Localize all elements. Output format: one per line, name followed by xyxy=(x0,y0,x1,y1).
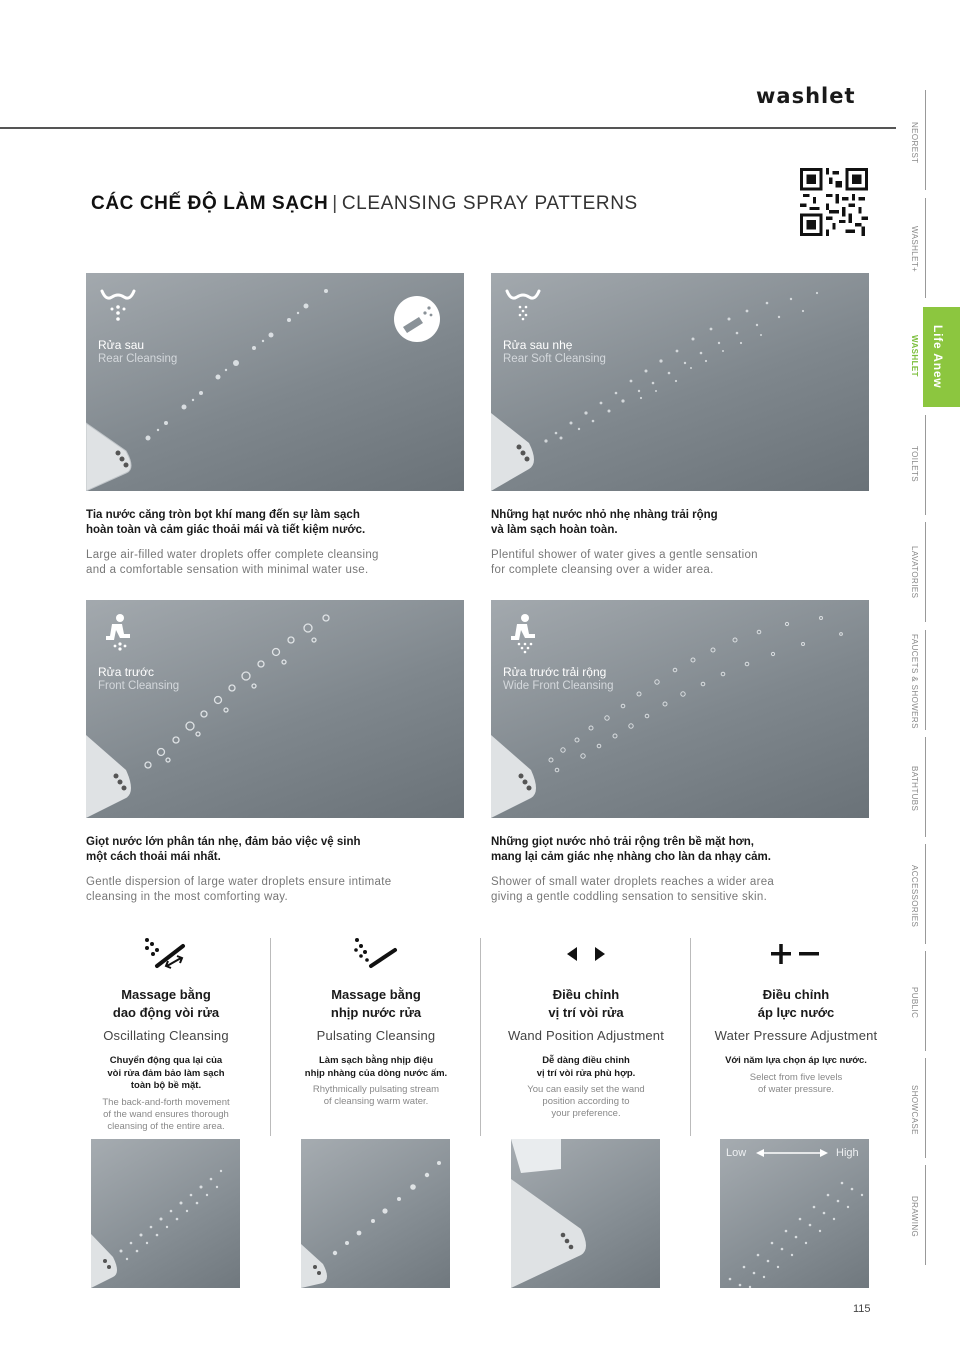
feature-desc-vn: toàn bộ bề mặt. xyxy=(130,1080,202,1091)
feature-title-vn: nhịp nước rửa xyxy=(330,1005,422,1020)
side-nav-lavatories[interactable]: LAVATORIES xyxy=(910,546,919,599)
panel-caption-en: Rear Cleansing xyxy=(98,353,178,365)
panel-caption-vn: Rửa sau nhẹ xyxy=(503,338,573,352)
life-anew-label: Life Anew xyxy=(931,325,945,389)
panel-caption-en: Wide Front Cleansing xyxy=(503,680,614,692)
feature-title-en: Water Pressure Adjustment xyxy=(714,1028,878,1043)
feature-title-en: Pulsating Cleansing xyxy=(316,1028,436,1043)
feature-title-vn: Điều chỉnh xyxy=(762,987,830,1002)
feature-title-vn: áp lực nước xyxy=(757,1005,835,1020)
feature-desc-vn: nhịp nhàng của dòng nước ấm. xyxy=(304,1067,448,1079)
qr-code[interactable] xyxy=(800,168,868,236)
feature-title-vn: Massage bằng xyxy=(331,987,421,1002)
desc-vn-line: Tia nước căng tròn bọt khí mang đến sự làm sạch xyxy=(86,509,360,521)
pulsating-icon xyxy=(353,936,399,972)
water-pressure-photo xyxy=(720,1139,869,1288)
front-spray-icon xyxy=(98,612,138,656)
feature-title-en: Wand Position Adjustment xyxy=(507,1028,665,1043)
side-nav-washlet[interactable]: WASHLET xyxy=(910,335,919,377)
feature-oscillating xyxy=(61,936,271,1133)
feature-desc-en: position according to xyxy=(542,1096,630,1107)
pressure-high-label: High xyxy=(836,1147,859,1159)
brand-logo: washlet xyxy=(756,84,856,108)
wand-position-photo xyxy=(511,1139,660,1288)
desc-en-line: and a comfortable sensation with minimal water use. xyxy=(86,564,369,576)
side-divider xyxy=(925,415,926,515)
side-divider xyxy=(925,630,926,730)
desc-vn-line: mang lại cảm giác nhẹ nhàng cho làn da nhạy cảm. xyxy=(491,851,771,863)
header-rule xyxy=(0,127,896,129)
feature-desc-en: your preference. xyxy=(551,1108,621,1119)
panel-description xyxy=(491,835,861,905)
feature-title-vn: Massage bằng xyxy=(121,987,211,1002)
panel-caption-en: Rear Soft Cleansing xyxy=(503,353,606,365)
side-nav-showcase[interactable]: SHOWCASE xyxy=(910,1085,919,1135)
rear-cleansing-photo xyxy=(86,273,464,491)
desc-en-line: cleansing in the most comforting way. xyxy=(86,891,289,903)
side-nav-neorest[interactable]: NEOREST xyxy=(910,122,919,164)
feature-desc-en: of the wand ensures thorough xyxy=(103,1108,229,1120)
desc-vn-line: và làm sạch hoàn toàn. xyxy=(491,524,618,536)
page-title xyxy=(91,193,638,215)
panel-caption-vn: Rửa sau xyxy=(98,338,145,352)
title-vn: CÁC CHẾ ĐỘ LÀM SẠCH xyxy=(91,193,329,214)
side-nav-faucets-showers[interactable]: FAUCETS & SHOWERS xyxy=(910,634,919,729)
side-divider xyxy=(925,522,926,622)
side-nav-public[interactable]: PUBLIC xyxy=(910,987,919,1019)
feature-desc-vn: vòi rửa đảm bảo làm sạch xyxy=(107,1067,225,1079)
wide-front-spray-icon xyxy=(503,612,543,656)
wide-front-cleansing-photo xyxy=(491,600,869,818)
feature-desc-en: You can easily set the wand xyxy=(527,1084,645,1095)
desc-vn-line: hoàn toàn và cảm giác thoải mái và tiết kiệm nước. xyxy=(86,524,366,536)
side-divider xyxy=(925,844,926,944)
feature-wand-position xyxy=(481,936,691,1120)
side-divider xyxy=(925,951,926,1051)
side-divider xyxy=(925,90,926,190)
left-right-arrows-icon xyxy=(563,936,609,972)
feature-pulsating xyxy=(271,936,481,1108)
feature-desc-en: of water pressure. xyxy=(757,1083,835,1095)
feature-desc-en: of cleansing warm water. xyxy=(323,1096,429,1107)
rear-soft-cleansing-photo xyxy=(491,273,869,491)
side-nav-washlet-plus[interactable]: WASHLET+ xyxy=(910,226,919,273)
feature-desc-en: Select from five levels xyxy=(749,1071,843,1083)
oscillating-icon xyxy=(143,936,189,972)
feature-title-en: Oscillating Cleansing xyxy=(103,1028,229,1043)
oscillating-photo xyxy=(91,1139,240,1288)
plus-minus-icon xyxy=(769,936,823,972)
side-nav-toilets[interactable]: TOILETS xyxy=(910,446,919,482)
life-anew-tab[interactable] xyxy=(923,307,960,407)
feature-water-pressure xyxy=(691,936,901,1096)
feature-title-vn: Điều chỉnh xyxy=(552,987,620,1002)
side-nav-bathtubs[interactable]: BATHTUBS xyxy=(910,766,919,812)
front-cleansing-photo xyxy=(86,600,464,818)
feature-desc-en: Rhythmically pulsating stream xyxy=(312,1084,440,1095)
desc-en-line: Gentle dispersion of large water droplets ensure intimate xyxy=(86,876,392,888)
side-divider xyxy=(925,1165,926,1265)
side-nav-accessories[interactable]: ACCESSORIES xyxy=(910,865,919,928)
feature-desc-vn: Chuyển động qua lại của xyxy=(109,1055,223,1066)
rear-soft-spray-icon xyxy=(503,285,543,329)
feature-desc-en: cleansing of the entire area. xyxy=(107,1120,225,1132)
desc-en-line: Large air-filled water droplets offer complete cleansing xyxy=(86,549,379,561)
feature-desc-vn: Dễ dàng điều chỉnh xyxy=(542,1055,630,1066)
panel-caption-en: Front Cleansing xyxy=(98,680,180,692)
side-divider xyxy=(925,198,926,298)
panel-description xyxy=(86,835,456,905)
desc-vn-line: một cách thoải mái nhất. xyxy=(86,851,221,863)
desc-en-line: Plentiful shower of water gives a gentle sensation xyxy=(491,549,758,561)
title-separator: | xyxy=(332,193,338,214)
panel-caption-vn: Rửa trước trải rộng xyxy=(503,665,607,679)
panel-description xyxy=(86,508,456,578)
pressure-low-label: Low xyxy=(726,1147,747,1159)
panel-caption-vn: Rửa trước xyxy=(98,665,154,679)
side-nav-drawing[interactable]: DRAWING xyxy=(910,1196,919,1238)
feature-desc-vn: vị trí vòi rửa phù hợp. xyxy=(536,1067,636,1079)
title-en: CLEANSING SPRAY PATTERNS xyxy=(341,193,638,214)
desc-vn-line: Những giọt nước nhỏ trải rộng trên bề mặt hơn, xyxy=(491,836,754,848)
desc-vn-line: Giọt nước lớn phân tán nhẹ, đảm bảo việc vệ sinh xyxy=(86,836,361,848)
side-divider xyxy=(925,737,926,837)
feature-desc-vn: Làm sạch bằng nhịp điệu xyxy=(318,1055,433,1066)
desc-vn-line: Những hạt nước nhỏ nhẹ nhàng trải rộng xyxy=(491,509,718,521)
wand-cleaning-icon xyxy=(393,295,441,343)
panel-description xyxy=(491,508,861,578)
desc-en-line: giving a gentle coddling sensation to sensitive skin. xyxy=(491,891,768,903)
side-divider xyxy=(925,1058,926,1158)
desc-en-line: for complete cleansing over a wider area. xyxy=(491,564,714,576)
rear-spray-icon xyxy=(98,285,138,329)
feature-title-vn: vị trí vòi rửa xyxy=(548,1005,624,1020)
page-number: 115 xyxy=(853,1303,871,1315)
desc-en-line: Shower of small water droplets reaches a wider area xyxy=(491,876,775,888)
pulsating-photo xyxy=(301,1139,450,1288)
feature-title-vn: dao động vòi rửa xyxy=(112,1005,220,1020)
feature-desc-vn: Với năm lựa chọn áp lực nước. xyxy=(725,1055,867,1066)
feature-desc-en: The back-and-forth movement xyxy=(102,1096,230,1108)
